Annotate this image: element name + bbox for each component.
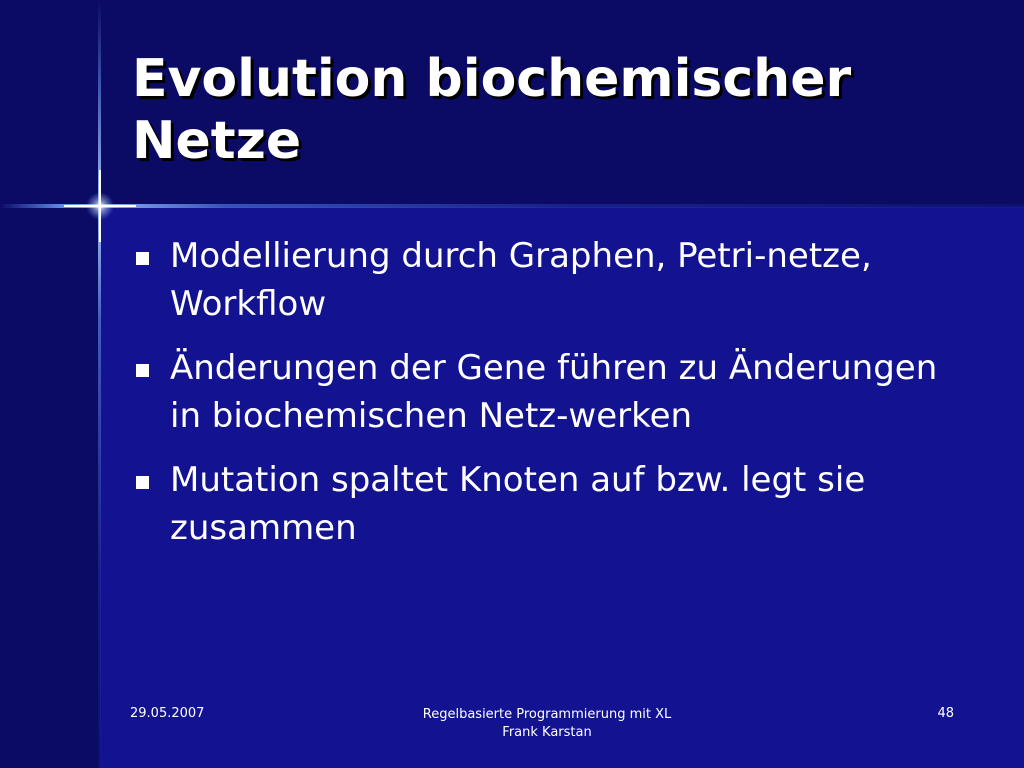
bullet-list — [132, 232, 972, 568]
sparkle-star-icon — [64, 170, 136, 242]
vertical-glow-line — [98, 0, 101, 768]
square-bullet-icon — [136, 252, 149, 265]
square-bullet-icon — [136, 364, 149, 377]
bullet-text: Mutation spaltet Knoten auf bzw. legt sie zusammen — [170, 460, 866, 548]
bullet-item — [132, 344, 972, 440]
slide-title: Evolution biochemischer Netze — [132, 49, 852, 171]
footer-date: 29.05.2007 — [130, 706, 205, 721]
footer-course-title: Regelbasierte Programmierung mit XL — [422, 707, 672, 722]
horizontal-glow-line — [0, 204, 1024, 208]
bullet-text: Änderungen der Gene führen zu Änderungen in biochemischen Netz-werken — [170, 348, 938, 436]
bullet-item — [132, 456, 972, 552]
footer-title — [347, 706, 747, 742]
left-band — [0, 207, 100, 768]
footer-author: Frank Karstan — [502, 725, 592, 740]
page-number: 48 — [937, 706, 954, 721]
square-bullet-icon — [136, 476, 149, 489]
bullet-text: Modellierung durch Graphen, Petri-netze, Workflow — [170, 236, 872, 324]
bullet-item — [132, 232, 972, 328]
